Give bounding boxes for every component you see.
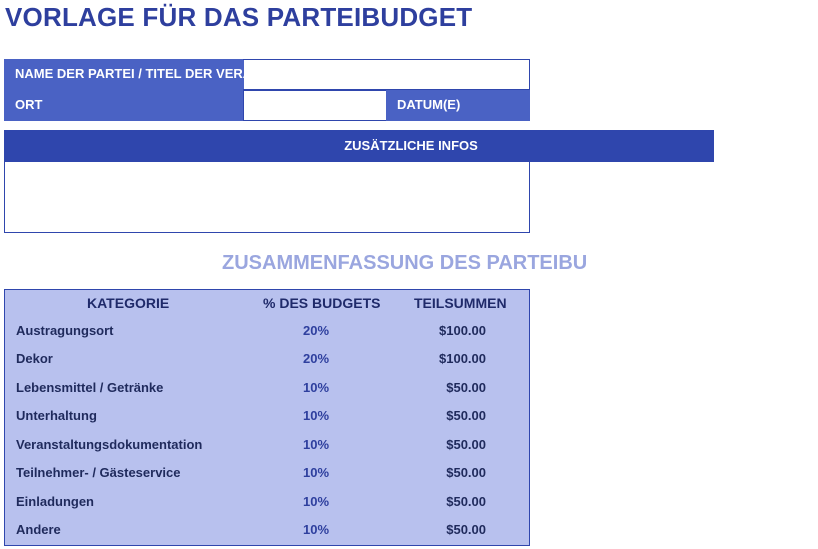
- summary-table: [4, 289, 530, 546]
- subtotal-cell: $50.00: [446, 408, 486, 423]
- percent-cell: 10%: [303, 380, 330, 395]
- category-cell: Unterhaltung: [16, 408, 97, 423]
- percent-cell: 20%: [303, 351, 330, 366]
- table-row: [5, 488, 529, 516]
- column-header-category: KATEGORIE: [87, 295, 170, 311]
- category-cell: Austragungsort: [16, 323, 114, 338]
- subtotal-cell: $50.00: [446, 465, 486, 480]
- info-header: [4, 130, 714, 162]
- date-label: DATUM(E): [386, 90, 530, 121]
- percent-cell: 10%: [303, 465, 330, 480]
- category-cell: Andere: [16, 522, 61, 537]
- info-header-label: ZUSÄTZLICHE INFOS: [344, 138, 478, 153]
- category-cell: Teilnehmer- / Gästeservice: [16, 465, 181, 480]
- table-row: [5, 374, 529, 402]
- category-cell: Veranstaltungsdokumentation: [16, 437, 203, 452]
- percent-cell: 10%: [303, 522, 330, 537]
- table-row: [5, 345, 529, 373]
- category-cell: Einladungen: [16, 494, 94, 509]
- percent-cell: 20%: [303, 323, 330, 338]
- column-header-subtotal: TEILSUMMEN: [414, 295, 507, 311]
- column-header-percent: % DES BUDGETS: [263, 295, 381, 311]
- info-content-field[interactable]: [4, 161, 530, 233]
- percent-cell: 10%: [303, 408, 330, 423]
- summary-title: ZUSAMMENFASSUNG DES PARTEIBU: [222, 252, 588, 274]
- page-title: VORLAGE FÜR DAS PARTEIBUDGET: [5, 2, 473, 32]
- party-name-field[interactable]: [243, 59, 530, 90]
- table-row: [5, 459, 529, 487]
- table-row: [5, 516, 529, 544]
- category-cell: Dekor: [16, 351, 53, 366]
- category-cell: Lebensmittel / Getränke: [16, 380, 164, 395]
- table-row: [5, 402, 529, 430]
- subtotal-cell: $50.00: [446, 522, 486, 537]
- subtotal-cell: $50.00: [446, 380, 486, 395]
- location-label: ORT: [4, 90, 244, 121]
- percent-cell: 10%: [303, 437, 330, 452]
- table-row: [5, 431, 529, 459]
- subtotal-cell: $100.00: [439, 351, 486, 366]
- subtotal-cell: $100.00: [439, 323, 486, 338]
- percent-cell: 10%: [303, 494, 330, 509]
- subtotal-cell: $50.00: [446, 437, 486, 452]
- location-field[interactable]: [243, 90, 387, 121]
- subtotal-cell: $50.00: [446, 494, 486, 509]
- table-row: [5, 317, 529, 345]
- party-name-label: NAME DER PARTEI / TITEL DER VERA: [4, 59, 244, 90]
